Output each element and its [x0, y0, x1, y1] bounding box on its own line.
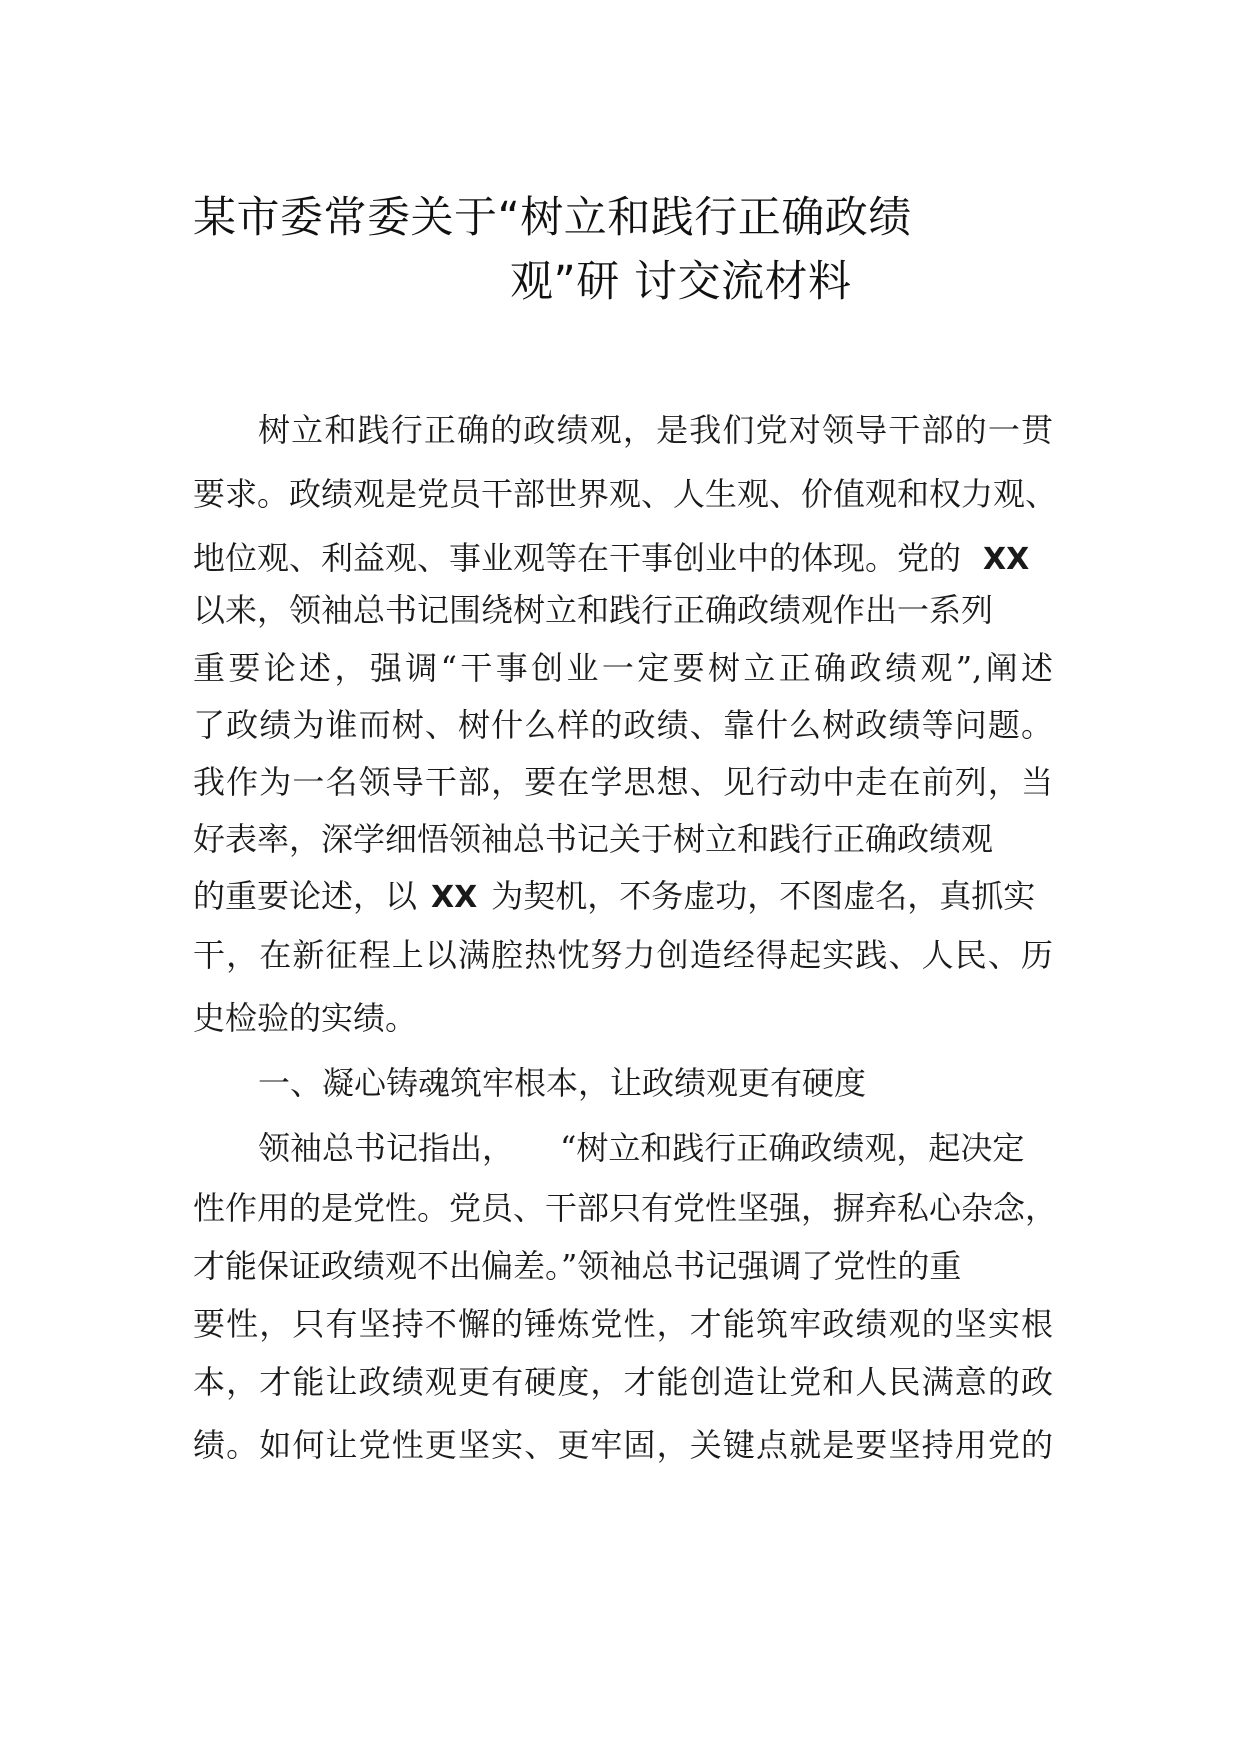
- paragraph-text: 地位观、利益观、事业观等在干事创业中的体现。党的: [193, 539, 962, 577]
- placeholder-xx: XX: [983, 542, 1030, 577]
- paragraph-text: “树立和践行正确政绩观，起决定: [560, 1129, 1025, 1167]
- paragraph-line: [193, 538, 1053, 580]
- paragraph-line: 干，在新征程上以满腔热忱努力创造经得起实践、人民、历: [193, 936, 1053, 974]
- paragraph-line: 了政绩为谁而树、树什么样的政绩、靠什么树政绩等问题。: [193, 706, 1053, 744]
- placeholder-xx: XX: [431, 880, 478, 915]
- paragraph-line: 我作为一名领导干部，要在学思想、见行动中走在前列，当: [193, 763, 1053, 801]
- paragraph-line: 本，才能让政绩观更有硬度，才能创造让党和人民满意的政: [193, 1363, 1053, 1401]
- document-title-line-2: 观”研 讨交流材料: [510, 257, 852, 307]
- paragraph-line: 绩。如何让党性更坚实、更牢固，关键点就是要坚持用党的: [193, 1426, 1053, 1464]
- paragraph-text: 的重要论述，以: [193, 877, 418, 915]
- paragraph-line: 重要论述，强调“干事创业一定要树立正确政绩观”,阐述: [193, 649, 1053, 687]
- paragraph-line: 树立和践行正确的政绩观，是我们党对领导干部的一贯: [258, 411, 1053, 449]
- paragraph-text: 为契机，不务虚功，不图虚名，真抓实: [491, 877, 1036, 915]
- paragraph-line: 才能保证政绩观不出偏差。”领袖总书记强调了党性的重: [193, 1247, 962, 1285]
- paragraph-line: 要性，只有坚持不懈的锤炼党性，才能筑牢政绩观的坚实根: [193, 1305, 1053, 1343]
- paragraph-line: 性作用的是党性。党员、干部只有党性坚强，摒弃私心杂念，: [193, 1189, 1058, 1227]
- paragraph-line: [193, 876, 1053, 918]
- paragraph-line: 要求。政绩观是党员干部世界观、人生观、价值观和权力观、: [193, 475, 1058, 513]
- document-title-line-1: 某市委常委关于“树立和践行正确政绩: [193, 193, 912, 243]
- paragraph-text: 领袖总书记指出，: [258, 1129, 515, 1167]
- paragraph-line: 以来，领袖总书记围绕树立和践行正确政绩观作出一系列: [193, 591, 994, 629]
- paragraph-line: 史检验的实绩。: [193, 999, 418, 1037]
- section-heading: 一、凝心铸魂筑牢根本，让政绩观更有硬度: [258, 1064, 867, 1102]
- paragraph-line: 好表率，深学细悟领袖总书记关于树立和践行正确政绩观: [193, 820, 994, 858]
- paragraph-line: [258, 1128, 1053, 1168]
